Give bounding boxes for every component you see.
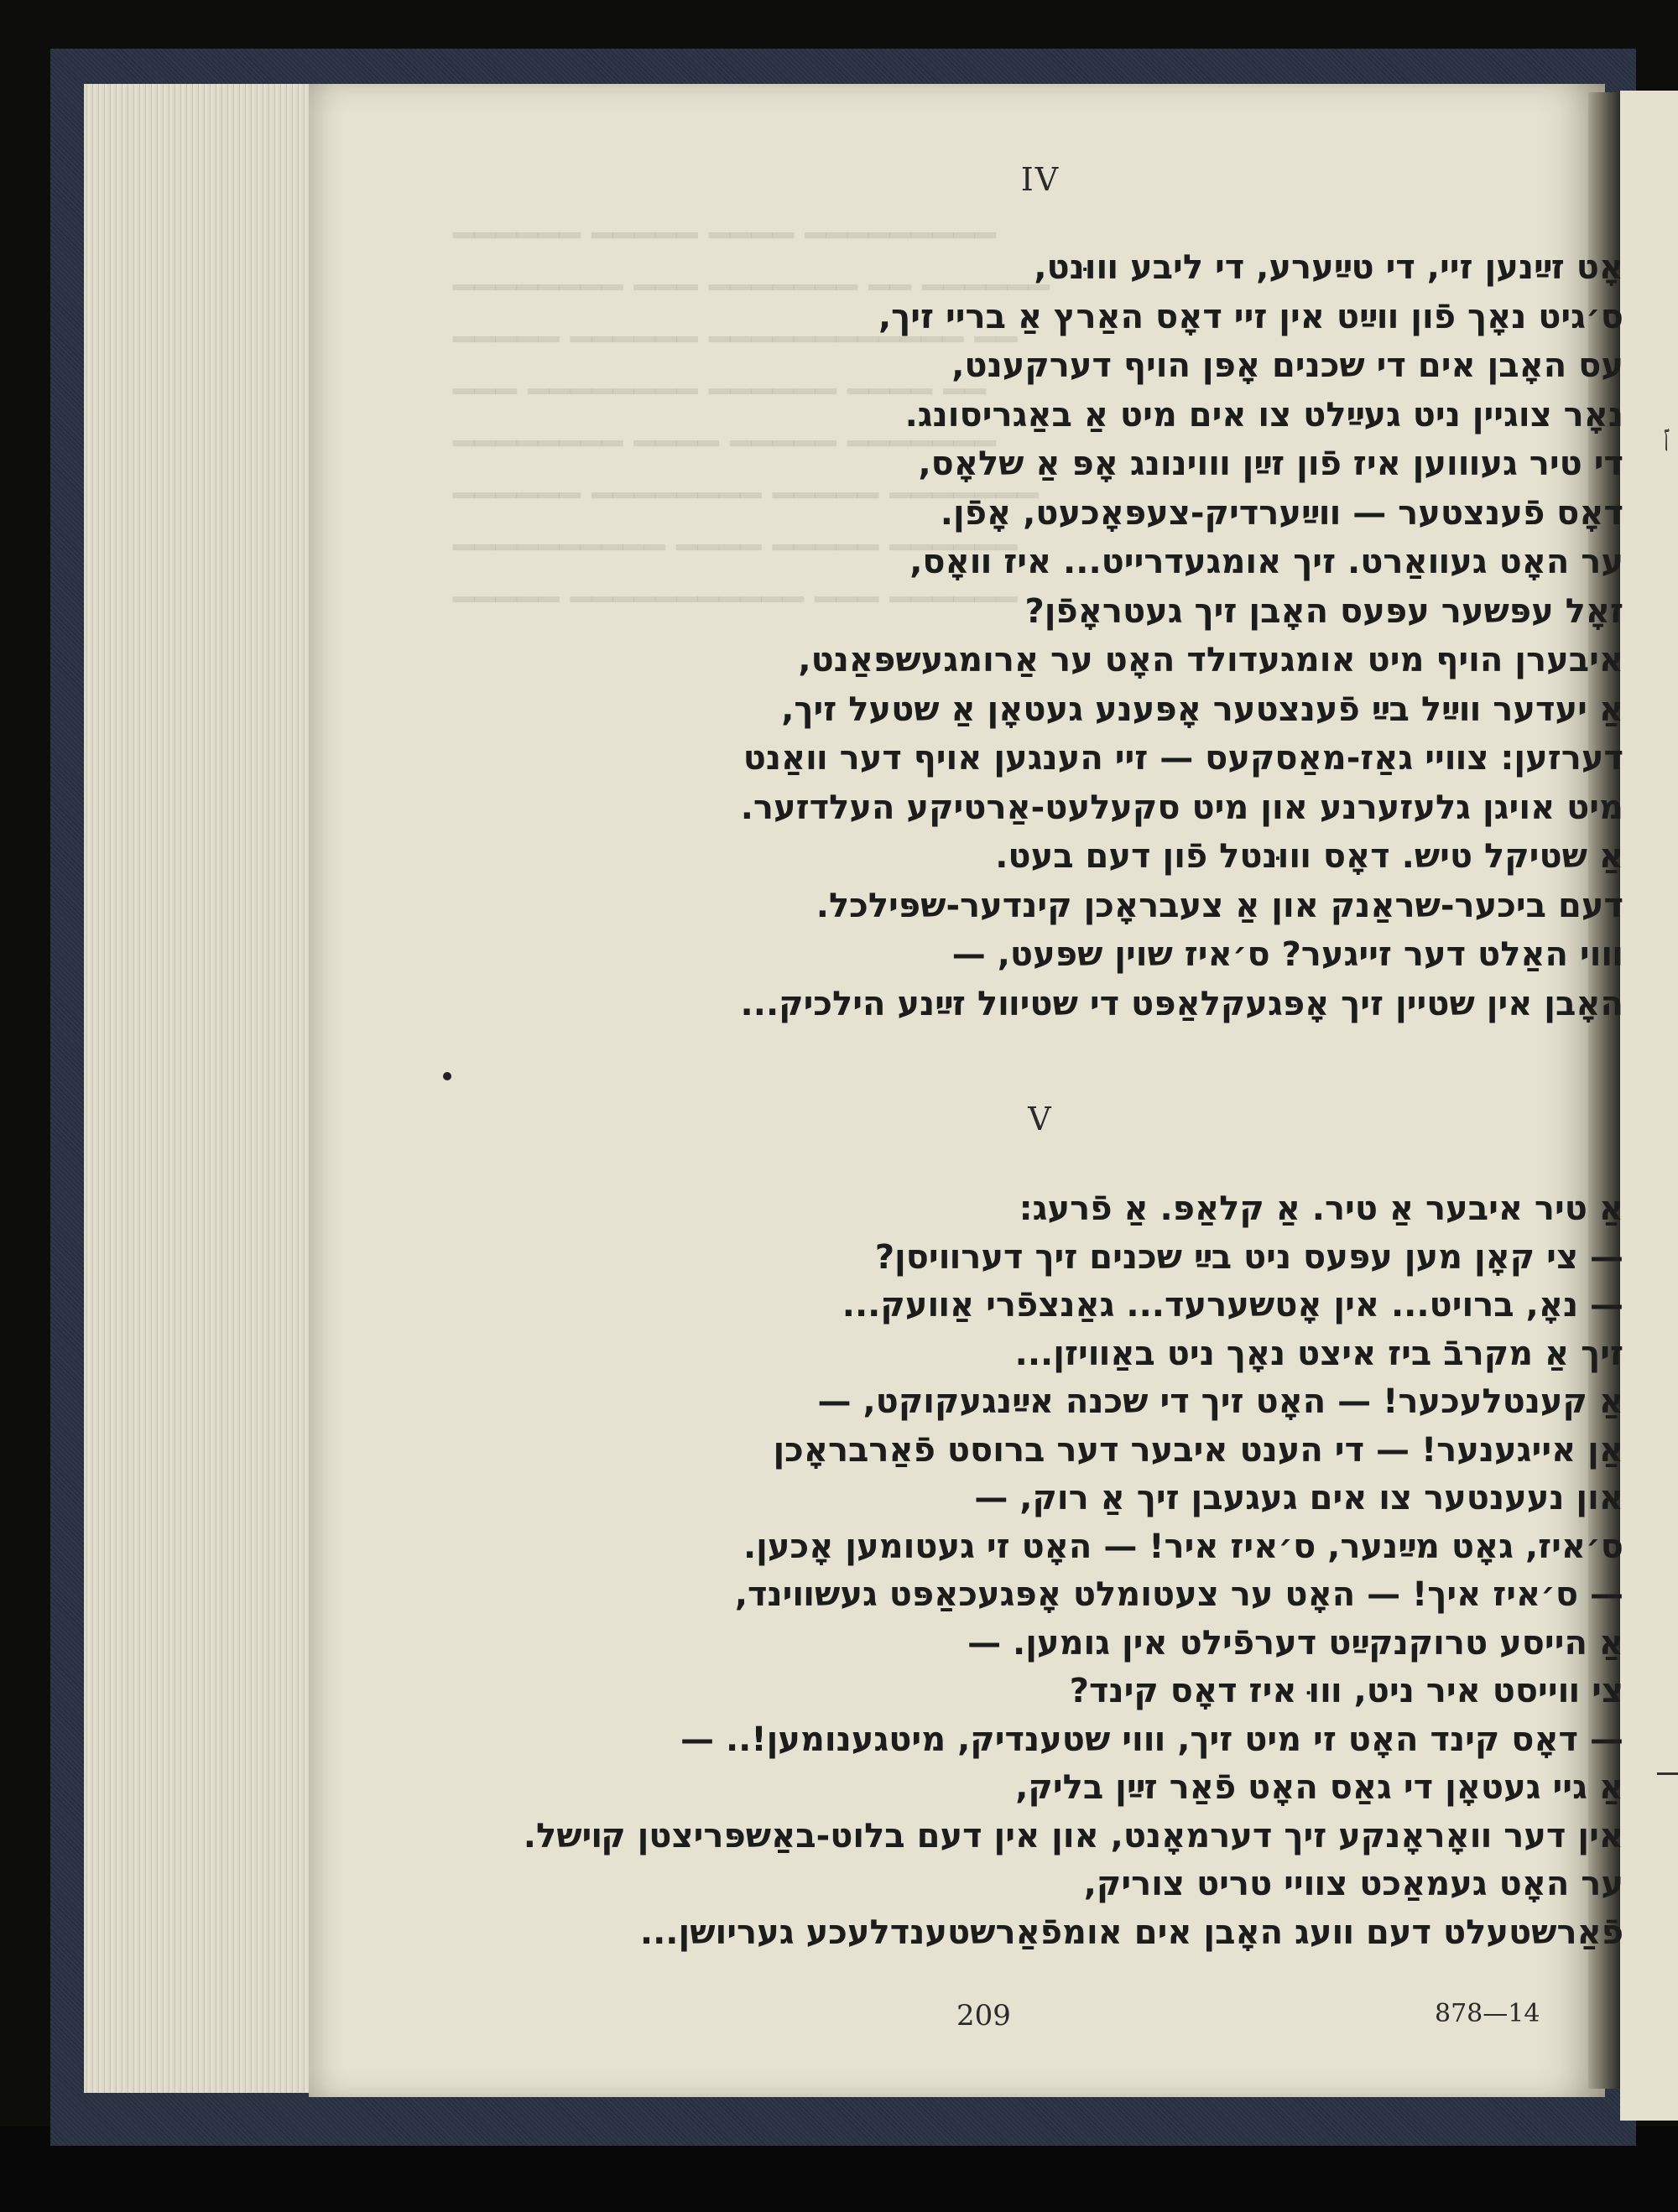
text-line: דערזען: צװיי גאַז-מאַסקעס — זיי הענגען אויף דער װאַנט <box>743 739 1623 778</box>
facing-page-mark: ן <box>1663 419 1670 453</box>
text-line: ס׳איז, גאָט מײַנער, ס׳איז איר! — האָט זי געטומען אָכען. <box>743 1527 1623 1566</box>
signature-mark: 878—14 <box>1435 1999 1540 2028</box>
section-v-number: V <box>1028 1101 1053 1137</box>
text-line: אַ שטיקל טיש. דאָס װוּנטל פֿון דעם בעט. <box>995 837 1623 876</box>
text-line: מיט אויגן גלעזערנע און מיט סקעלעט-אַרטיקע העלדזער. <box>740 788 1623 827</box>
facing-page-rule <box>1657 1772 1678 1775</box>
text-line: אַ טיר איבער אַ טיר. אַ קלאַפּ. אַ פֿרעג: <box>1019 1189 1623 1228</box>
text-line: זיך אַ מקרבֿ ביז איצט נאָך ניט באַװיזן... <box>1014 1334 1623 1373</box>
text-line: אַן אייגענער! — די הענט איבער דער ברוסט פֿאַרבראָכן <box>773 1430 1623 1470</box>
text-line: אַ קענטלעכער! — האָט זיך די שכנה אײַנגעקוקט, — <box>817 1382 1623 1421</box>
text-line: צי װייסט איר ניט, װוּ איז דאָס קינד? <box>1069 1672 1623 1710</box>
facing-page-edge <box>1620 91 1678 2121</box>
text-line: — דאָס קינד האָט זי מיט זיך, װוי שטענדיק, מיטגענומען!.. — <box>680 1720 1623 1759</box>
page-number: 209 <box>956 1999 1011 2032</box>
text-line: דעם ביכער-שראַנק און אַ צעבראָכן קינדער-שפּילכל. <box>816 886 1623 925</box>
text-line: — נאָ, ברויט... אין אָטשערעד... גאַנצפֿרי אַװעק... <box>842 1286 1623 1325</box>
text-line: פֿאַרשטעלט דעם װעג האָבן אים אומפֿאַרשטענדלעכע געריושן... <box>639 1913 1623 1952</box>
text-line: װוי האַלט דער זייגער? ס׳איז שוין שפּעט, — <box>951 935 1623 974</box>
section-iv-number: IV <box>1020 161 1060 198</box>
text-line: די טיר געװוען איז פֿון זײַן װוינונג אָפּ אַ שלאָס, <box>918 445 1623 483</box>
stray-dot-mark <box>443 1072 451 1080</box>
section-iv-text <box>415 243 1623 1028</box>
text-line: און נעענטער צו אים געגעבן זיך אַ רוק, — <box>974 1479 1623 1517</box>
page-edges <box>84 84 310 2093</box>
text-line: אין דער װאָראָנקע זיך דערמאָנט, און אין דעם בלוט-באַשפּריצטן קױשל. <box>523 1816 1623 1855</box>
text-line: — צי קאָן מען עפּעס ניט בײַ שכנים זיך דערװיסן? <box>874 1237 1623 1277</box>
text-line: זאָל עפּשער עפּעס האָבן זיך געטראָפֿן? <box>1024 591 1623 631</box>
text-line: נאָר צוגיין ניט געײַלט צו אים מיט אַ באַגריסונג. <box>904 395 1623 435</box>
text-line: ער האָט געמאַכט צװיי טריט צוריק, <box>1083 1865 1623 1903</box>
text-line: דאָס פֿענצטער — װײַערדיק-צעפּאָכעט, אָפֿן. <box>940 493 1623 533</box>
show-through-text: ━━━━━━ ━━━━━ ━━━━ ━━━━━━━━━ ━━━━━━━━ ━━━ ━━━━━━━ ━━ ━━━━━━ ━━━━━ ━━━━━━ ━━━━━━━━━━━━ ━━ ━━━ ━━━━━━━━ ━━━━━━ ━━━━ ━━ ━━━━━━━━ ━━━━ ━━━━━ ━━━━━━━ ━━━━━━ ━━━━━━━━ ━━━━━ ━━━━━━━ ━━━━━━━━━━ ━━━━ ━━━━━ ━━━━━━ ━━━━━ ━━━━━━━━━━━ ━━━ ━━━━━━ <box>453 215 1050 620</box>
text-line: האָבן אין שטיין זיך אָפּגעקלאַפּט די שטיװל זײַנע הילכיק... <box>740 984 1623 1023</box>
text-line: אַ גיי געטאָן די גאַס האָט פֿאַר זײַן בליק, <box>1015 1768 1623 1807</box>
text-line: אָט זײַנען זיי, די טײַערע, די ליבע װוּנט, <box>1034 248 1623 287</box>
text-line: ס׳גיט נאָך פֿון װײַט אין זיי דאָס האַרץ אַ בריי זיך, <box>878 297 1623 336</box>
text-line: איבערן הויף מיט אומגעדולד האָט ער אַרומגעשפּאַנט, <box>798 641 1623 679</box>
text-line: אַ הייסע טרוקנקײַט דערפֿילט אין גומען. — <box>967 1623 1623 1663</box>
text-line: עס האָבן אים די שכנים אָפּן הויף דערקענט, <box>951 346 1623 385</box>
text-line: — ס׳איז איך! — האָט ער צעטומלט אָפּגעכאַפּט געשװינד, <box>734 1575 1623 1614</box>
section-v-text <box>415 1185 1623 1957</box>
text-line: אַ יעדער װײַל בײַ פֿענצטער אָפּענע געטאָן אַ שטעל זיך, <box>781 690 1623 729</box>
text-line: ער האָט געװאַרט. זיך אומגעדרייט... איז װאָס, <box>909 543 1623 581</box>
